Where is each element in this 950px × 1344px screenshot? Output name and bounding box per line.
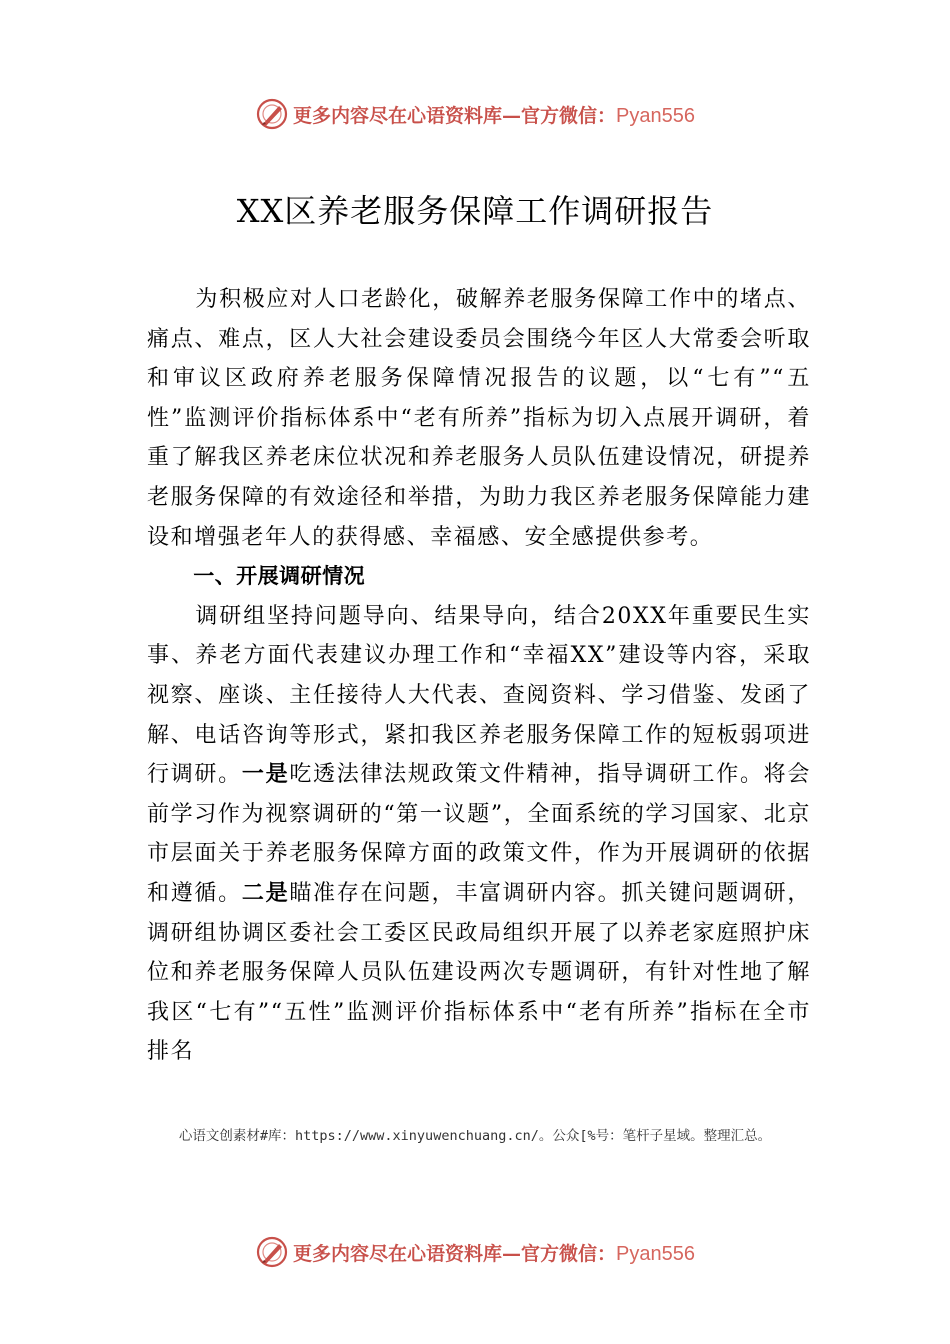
document-body bbox=[147, 280, 811, 1072]
pen-logo-icon bbox=[255, 1235, 289, 1269]
paragraph-text: 调研组坚持问题导向、结果导向，结合20XX年重要民生实事、养老方面代表建议办理工作和“幸福XX”建设等内容，采取视察、座谈、主任接待人大代表、查阅资料、学习借鉴、发函了解、电话咨询等形式，紧扣我区养老服务保障工作的短板弱项进行调研。 bbox=[147, 603, 811, 788]
banner-main-text: 更多内容尽在心语资料库 bbox=[293, 104, 503, 127]
paragraph-text: 吃透法律法规政策文件精神，指导调研工作。将会前学习作为视察调研的“第一议题”，全面系统的学习国家、北京市层面关于养老服务保障方面的政策文件，作为开展调研的依据和遵循。 bbox=[147, 762, 811, 906]
bottom-banner bbox=[0, 1232, 950, 1272]
banner-handle-value: Pyan556 bbox=[616, 104, 695, 127]
banner-handle-label: 官方微信： bbox=[521, 104, 617, 127]
banner-separator: — bbox=[502, 104, 522, 127]
intro-paragraph: 为积极应对人口老龄化，破解养老服务保障工作中的堵点、痛点、难点，区人大社会建设委员会围绕今年区人大常委会听取和审议区政府养老服务保障情况报告的议题，以“七有”“五性”监测评价指标体系中“老有所养”指标为切入点展开调研，着重了解我区养老床位状况和养老服务人员队伍建设情况，研提养老服务保障的有效途径和举措，为助力我区养老服务保障能力建设和增强老年人的获得感、幸福感、安全感提供参考。 bbox=[147, 287, 811, 550]
banner-handle-label: 官方微信： bbox=[521, 1242, 617, 1265]
lead-marker: 二是 bbox=[241, 879, 290, 906]
section-heading: 一、开展调研情况 bbox=[193, 564, 366, 589]
banner-handle-value: Pyan556 bbox=[616, 1242, 695, 1265]
banner-separator: — bbox=[502, 1242, 522, 1265]
lead-marker: 一是 bbox=[241, 761, 290, 788]
top-banner bbox=[0, 94, 950, 134]
paragraph-text: 瞄准存在问题，丰富调研内容。抓关键问题调研，调研组协调区委社会工委区民政局组织开展了以养老家庭照护床位和养老服务保障人员队伍建设两次专题调研，有针对性地了解我区“七有”“五性”监测评价指标体系中“老有所养”指标在全市排名 bbox=[147, 880, 811, 1065]
research-paragraph bbox=[147, 597, 811, 1072]
document-title: XX区养老服务保障工作调研报告 bbox=[236, 192, 714, 230]
source-note: 心语文创素材#库：https://www.xinyuwenchuang.cn/。公众[%号：笔杆子星域。整理汇总。 bbox=[178, 1128, 772, 1144]
banner-main-text: 更多内容尽在心语资料库 bbox=[293, 1242, 503, 1265]
pen-logo-icon bbox=[255, 97, 289, 131]
